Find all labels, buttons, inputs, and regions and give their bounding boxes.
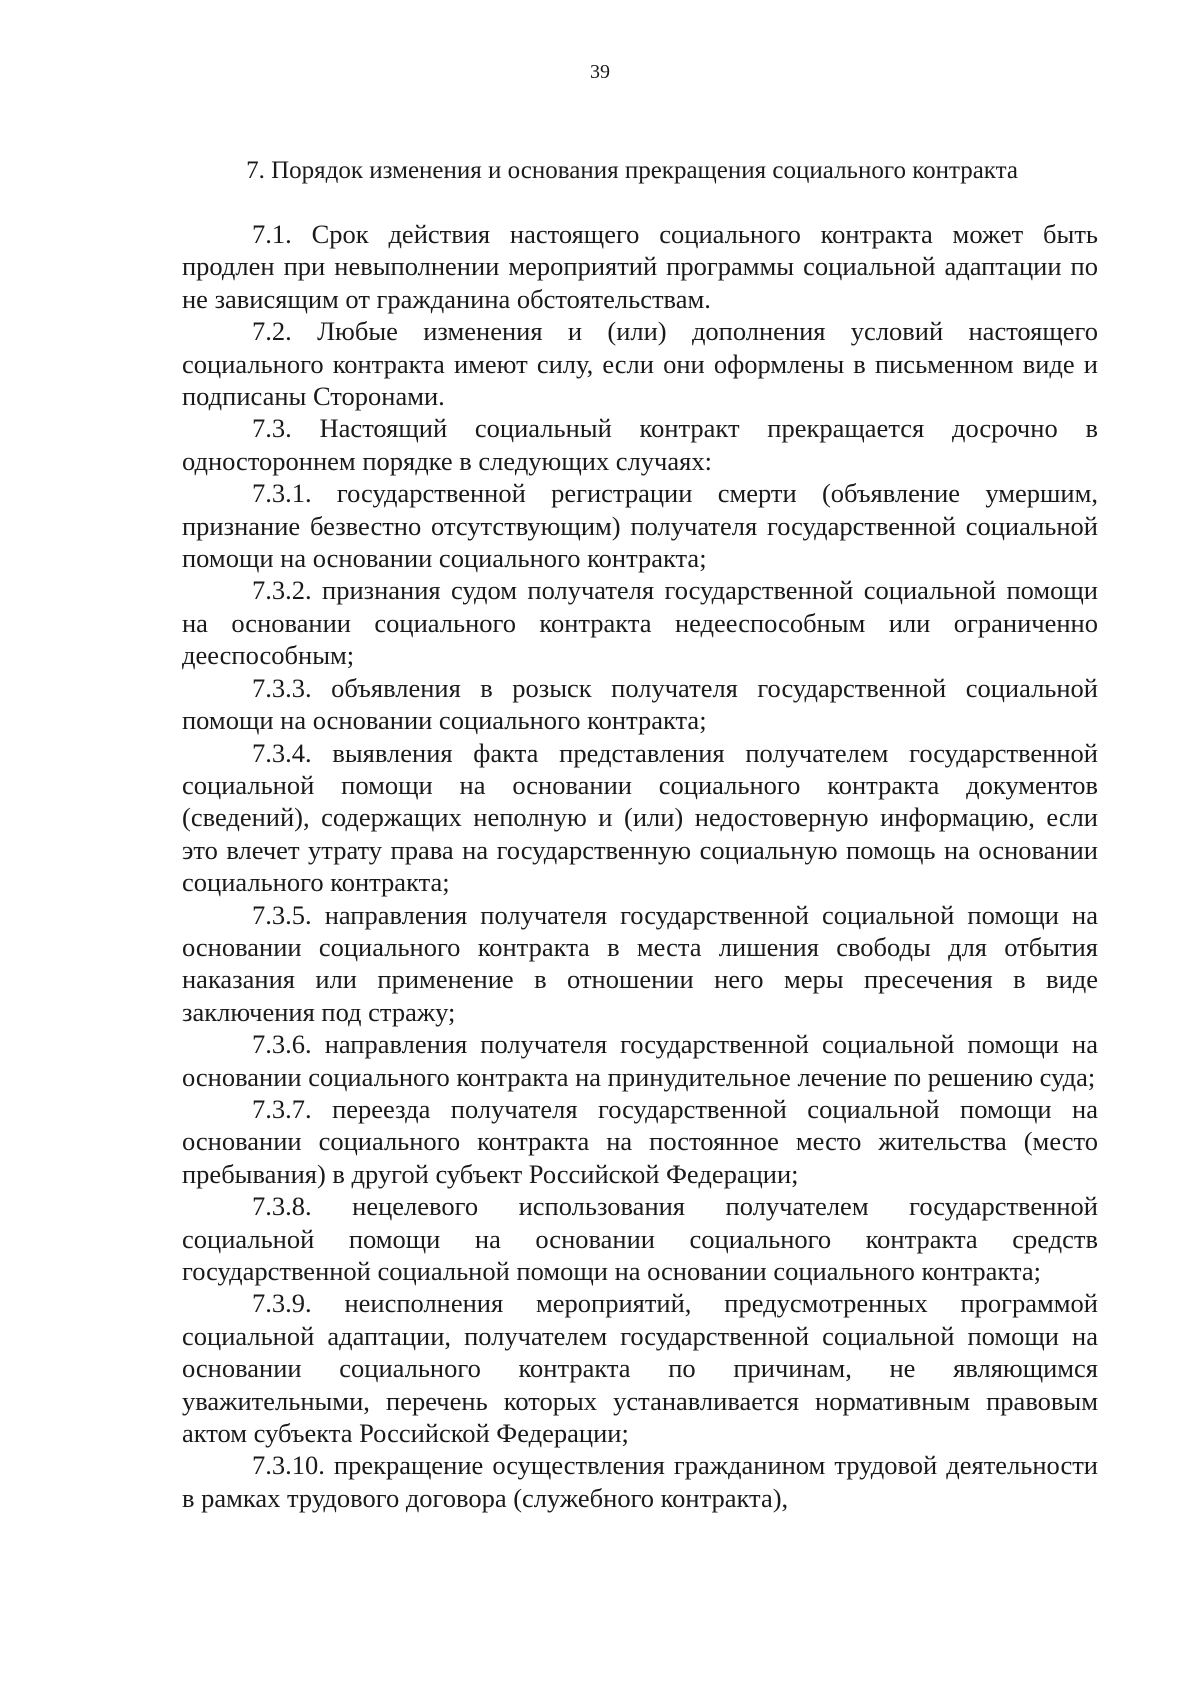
paragraph-7-3-1: 7.3.1. государственной регистрации смерти (объявление умершим, признание безвестно отсутствующим) получателя государственной социальной помощи на основании социального контракта; (182, 478, 1098, 574)
paragraph-7-3-10: 7.3.10. прекращение осуществления гражданином трудовой деятельности в рамках трудового договора (служебного контракта), (182, 1450, 1098, 1513)
paragraph-7-1: 7.1. Срок действия настоящего социального контракта может быть продлен при невыполнении мероприятий программы социальной адаптации по не зависящим от гражданина обстоятельствам. (182, 219, 1098, 314)
paragraph-7-3-9: 7.3.9. неисполнения мероприятий, предусмотренных программой социальной адаптации, получателем государственной социальной помощи на основании социального контракта по причинам, не являющимся уважительными, перечень которых устанавливается нормативным правовым актом субъекта Российской Федерации; (182, 1288, 1098, 1449)
page-number: 39 (590, 61, 610, 83)
paragraph-7-3: 7.3. Настоящий социальный контракт прекращается досрочно в одностороннем порядке в следующих случаях: (182, 413, 1098, 476)
paragraph-7-3-3: 7.3.3. объявления в розыск получателя государственной социальной помощи на основании социального контракта; (182, 672, 1098, 736)
paragraph-7-3-6: 7.3.6. направления получателя государственной социальной помощи на основании социального контракта на принудительное лечение по решению суда; (182, 1029, 1098, 1092)
paragraph-7-3-5: 7.3.5. направления получателя государственной социальной помощи на основании социального контракта в места лишения свободы для отбытия наказания или применение в отношении него меры пресечения в виде заключения под стражу; (182, 899, 1098, 1027)
document-body (182, 218, 1098, 1514)
paragraph-7-2: 7.2. Любые изменения и (или) дополнения условий настоящего социального контракта имеют силу, если они оформлены в письменном виде и подписаны Сторонами. (182, 316, 1098, 412)
paragraph-7-3-8: 7.3.8. нецелевого использования получателем государственной социальной помощи на основании социального контракта средств государственной социальной помощи на основании социального контракта; (182, 1191, 1098, 1286)
section-title: 7. Порядок изменения и основания прекращения социального контракта (246, 157, 1018, 184)
paragraph-7-3-2: 7.3.2. признания судом получателя государственной социальной помощи на основании социального контракта недееспособным или ограниченно дееспособным; (182, 575, 1098, 671)
paragraph-7-3-7: 7.3.7. переезда получателя государственной социальной помощи на основании социального контракта на постоянное место жительства (место пребывания) в другой субъект Российской Федерации; (182, 1093, 1098, 1189)
paragraph-7-3-4: 7.3.4. выявления факта представления получателем государственной социальной помощи на основании социального контракта документов (сведений), содержащих неполную и (или) недостоверную информацию, если это влечет утрату права на государственную социальную помощь на основании социального контракта; (182, 737, 1098, 898)
